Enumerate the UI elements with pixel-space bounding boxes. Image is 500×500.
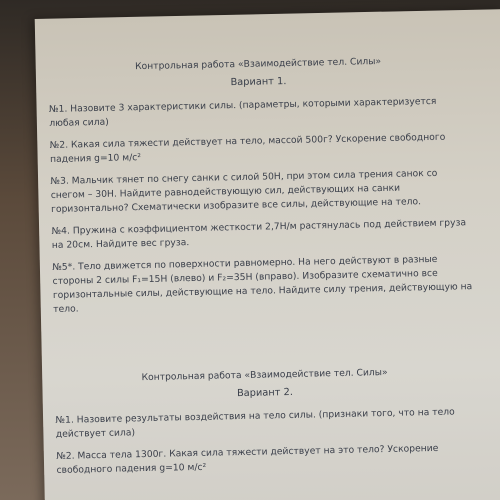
worksheet-content [48,53,477,486]
variant-1-task-2: №2. Какая сила тяжести действует на тело, массой 500г? Ускорение свободного падения g=10 м/с² [49,131,446,165]
variant-1-title: Вариант 1. [230,76,287,89]
variant-2-task-1: №1. Назовите результаты воздействия на тело силы. (признаки того, что на тело действует сила) [55,406,455,440]
variant-1-task-3: №3. Мальчик тянет по снегу санки с силой 50Н, при этом сила трения санок со снегом – 30Н. Найдите равнодействующую сил, действующих на санки горизонтально? Схематически изобразите все силы, действующие на тело. [50,167,438,215]
variant-2-task-2: №2. Масса тела 1300г. Какая сила тяжести действует на это тело? Ускорение свободного падения g=10 м/с² [56,442,439,476]
section-gap [54,316,475,373]
variant-1-heading: Контрольная работа «Взаимодействие тел. Силы» [134,56,382,73]
variant-2-title: Вариант 2. [236,386,294,400]
variant-2-section [55,364,477,478]
variant-1-task-4: №4. Пружина с коэффициентом жесткости 2,7Н/м растянулась под действием груза на 20см. Найдите вес груза. [51,217,467,251]
variant-2-heading: Контрольная работа «Взаимодействие тел. Силы» [141,366,388,384]
variant-1-section [48,53,473,317]
variant-1-task-1: №1. Назовите 3 характеристики силы. (параметры, которыми характеризуется любая сила) [48,95,437,129]
variant-1-task-5: №5*. Тело движется по поверхности равномерно. На него действуют в разные стороны 2 силы F₁=15Н (влево) и F₂=35Н (вправо). Изобразите схематично все горизонтальные силы, действующие на тело. Найдите силу трения, действующую на тело. [52,253,473,315]
